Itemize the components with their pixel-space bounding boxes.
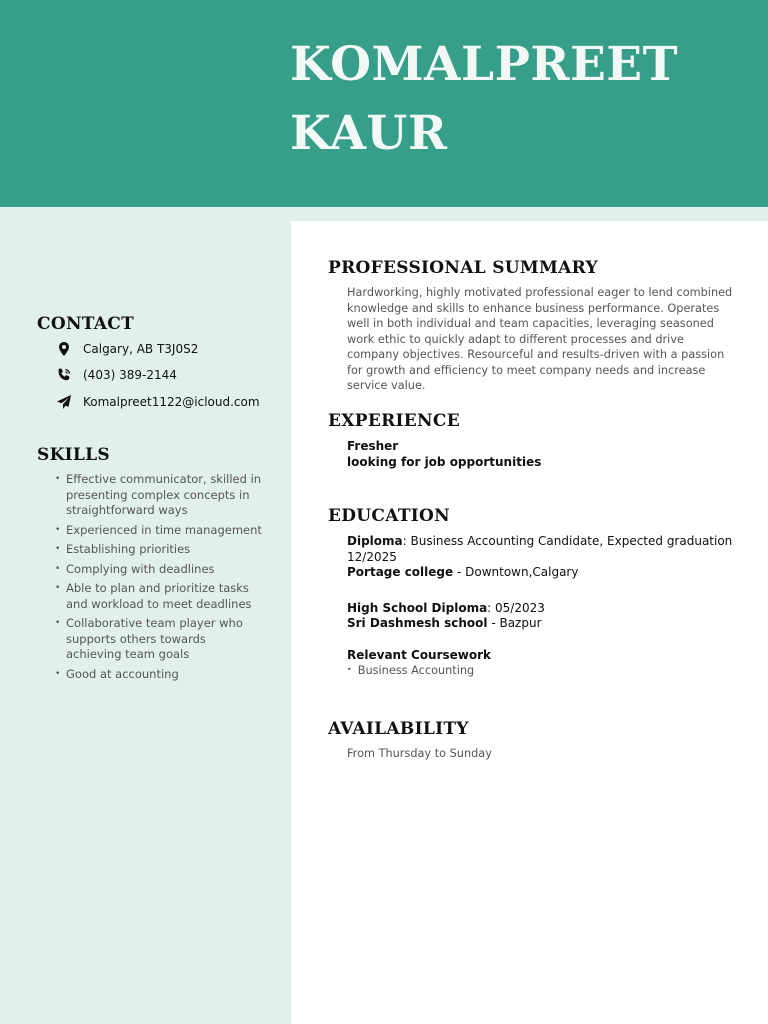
school-label: Sri Dashmesh school <box>347 616 488 630</box>
contact-phone-text: (403) 389-2144 <box>83 368 177 382</box>
name-line-1: KOMALPREET <box>290 37 679 92</box>
header-banner <box>0 0 768 207</box>
skill-item: • Effective communicator, skilled in presenting complex concepts in straightforward ways <box>55 472 265 519</box>
school-text: - Bazpur <box>487 616 542 630</box>
contact-address-text: Calgary, AB T3J0S2 <box>83 342 199 356</box>
summary-heading: PROFESSIONAL SUMMARY <box>328 258 598 278</box>
diploma-text: : Business Accounting Candidate, Expected graduation 12/2025 <box>347 534 733 564</box>
skill-item: • Establishing priorities <box>55 542 265 558</box>
coursework-item-text: Business Accounting <box>357 664 475 677</box>
summary-text: Hardworking, highly motivated professional eager to lend combined knowledge and skills to enhance business performance. Operates well in both individual and team capacities, leveraging seasoned work ethic to quickly adapt to different processes and drive company objectives. Resourceful and results-driven with a passion for growth and efficiency to meet company needs and increase service value. <box>347 286 733 392</box>
skills-heading: SKILLS <box>37 445 110 465</box>
education-diploma <box>347 534 737 565</box>
phone-icon <box>55 366 73 384</box>
skill-item: • Able to plan and prioritize tasks and workload to meet deadlines <box>55 581 265 612</box>
coursework-heading <box>347 648 737 664</box>
diploma-label: Diploma <box>347 534 403 548</box>
education-high-school <box>347 601 737 617</box>
contact-heading: CONTACT <box>37 314 135 334</box>
experience-note: looking for job opportunities <box>347 455 542 469</box>
experience-heading: EXPERIENCE <box>328 411 460 431</box>
contact-email-text: Komalpreet1122@icloud.com <box>83 395 260 409</box>
college-text: - Downtown,Calgary <box>453 565 579 579</box>
coursework-label: Relevant Coursework <box>347 648 492 662</box>
hs-text: : 05/2023 <box>487 601 545 615</box>
skill-item: • Experienced in time management <box>55 523 265 539</box>
hs-label: High School Diploma <box>347 601 488 615</box>
experience-title: Fresher <box>347 439 399 453</box>
education-heading: EDUCATION <box>328 506 450 526</box>
contact-email <box>55 393 260 411</box>
coursework-item <box>347 664 474 677</box>
contact-phone <box>55 366 177 384</box>
skills-list <box>55 472 265 686</box>
contact-address <box>55 340 198 358</box>
skill-item: • Good at accounting <box>55 667 265 683</box>
candidate-name <box>290 30 678 168</box>
education-school <box>347 616 737 632</box>
send-icon <box>55 393 73 411</box>
location-pin-icon <box>55 340 73 358</box>
availability-text: From Thursday to Sunday <box>347 747 492 760</box>
bullet-icon: • <box>347 665 352 674</box>
education-college <box>347 565 737 581</box>
skill-item: • Collaborative team player who supports others towards achieving team goals <box>55 616 265 663</box>
skill-item: • Complying with deadlines <box>55 562 265 578</box>
name-line-2: KAUR <box>290 106 448 161</box>
availability-heading: AVAILABILITY <box>328 719 469 739</box>
college-label: Portage college <box>347 565 454 579</box>
